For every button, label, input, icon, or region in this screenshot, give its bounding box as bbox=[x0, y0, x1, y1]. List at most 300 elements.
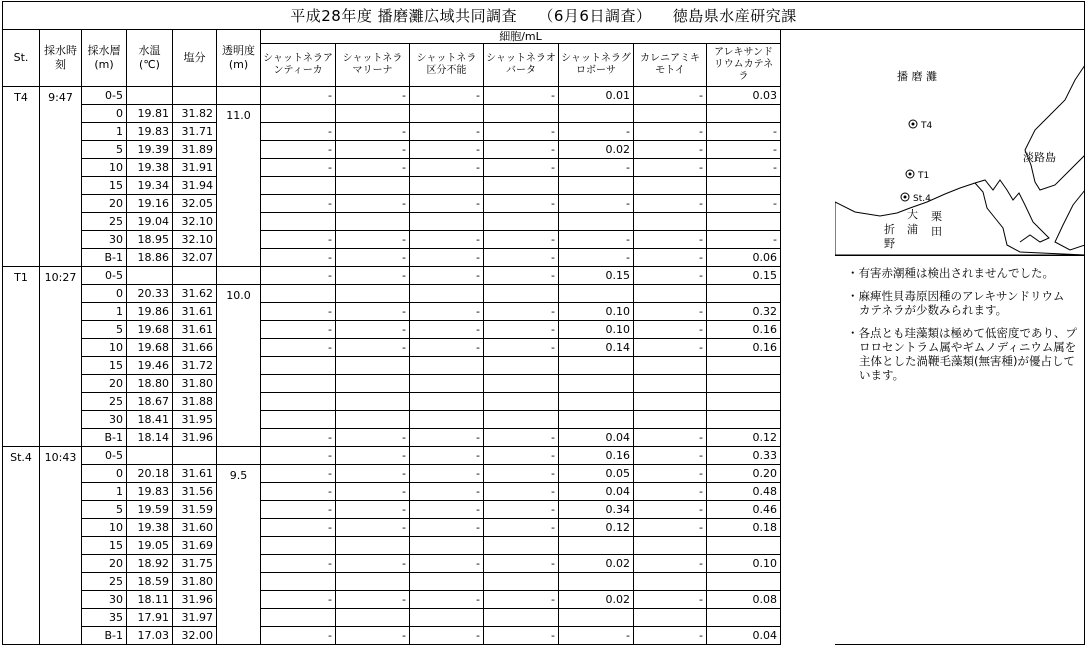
count-cell: - bbox=[484, 249, 559, 267]
depth-cell: 30 bbox=[82, 411, 127, 429]
header-time: 採水時刻 bbox=[40, 30, 82, 87]
count-cell bbox=[634, 393, 707, 411]
table-row bbox=[3, 213, 781, 231]
count-cell: - bbox=[410, 303, 484, 321]
count-cell: - bbox=[634, 267, 707, 285]
count-cell: - bbox=[484, 195, 559, 213]
map-station-t1 bbox=[906, 170, 929, 181]
count-cell: - bbox=[336, 321, 410, 339]
table-row bbox=[3, 627, 781, 645]
salinity-cell: 32.07 bbox=[173, 249, 217, 267]
count-cell: - bbox=[484, 321, 559, 339]
table-row bbox=[3, 87, 781, 105]
count-cell bbox=[484, 573, 559, 591]
count-cell bbox=[261, 105, 336, 123]
table-row bbox=[3, 231, 781, 249]
table-row bbox=[3, 537, 781, 555]
count-cell: - bbox=[410, 429, 484, 447]
count-cell: - bbox=[634, 87, 707, 105]
count-cell bbox=[336, 357, 410, 375]
count-cell bbox=[634, 411, 707, 429]
header-depth: 採水層(m) bbox=[82, 30, 127, 87]
count-cell: - bbox=[336, 87, 410, 105]
count-cell: - bbox=[484, 483, 559, 501]
count-cell bbox=[261, 285, 336, 303]
count-cell: - bbox=[410, 591, 484, 609]
count-cell: - bbox=[410, 141, 484, 159]
notes-section bbox=[847, 266, 1079, 391]
table-row bbox=[3, 267, 781, 285]
count-cell: - bbox=[336, 501, 410, 519]
count-cell: - bbox=[484, 231, 559, 249]
count-cell: - bbox=[261, 339, 336, 357]
count-cell bbox=[410, 357, 484, 375]
temp-cell: 19.83 bbox=[127, 483, 173, 501]
count-cell bbox=[484, 393, 559, 411]
table-row bbox=[3, 411, 781, 429]
temp-cell: 17.91 bbox=[127, 609, 173, 627]
count-cell: 0.02 bbox=[559, 141, 634, 159]
count-cell: 0.15 bbox=[559, 267, 634, 285]
count-cell bbox=[410, 213, 484, 231]
count-cell: - bbox=[484, 627, 559, 645]
temp-cell: 19.83 bbox=[127, 123, 173, 141]
count-cell bbox=[261, 357, 336, 375]
count-cell: - bbox=[261, 555, 336, 573]
count-cell: - bbox=[336, 465, 410, 483]
count-cell: - bbox=[261, 87, 336, 105]
temp-cell: 19.38 bbox=[127, 159, 173, 177]
count-cell bbox=[559, 393, 634, 411]
place-label: 大 bbox=[907, 208, 918, 221]
depth-cell: 15 bbox=[82, 357, 127, 375]
depth-cell: 0 bbox=[82, 465, 127, 483]
header-species: シャットネラオバータ bbox=[484, 44, 559, 87]
count-cell bbox=[559, 537, 634, 555]
transparency-cell: 9.5 bbox=[217, 465, 261, 645]
count-cell bbox=[410, 573, 484, 591]
temp-cell: 18.67 bbox=[127, 393, 173, 411]
table-row bbox=[3, 573, 781, 591]
count-cell: - bbox=[559, 159, 634, 177]
temp-cell: 18.14 bbox=[127, 429, 173, 447]
depth-cell: B-1 bbox=[82, 429, 127, 447]
count-cell: 0.12 bbox=[559, 519, 634, 537]
table-row bbox=[3, 339, 781, 357]
depth-cell: 0-5 bbox=[82, 267, 127, 285]
salinity-cell: 32.10 bbox=[173, 213, 217, 231]
count-cell bbox=[559, 375, 634, 393]
table-row bbox=[3, 249, 781, 267]
table-row bbox=[3, 609, 781, 627]
count-cell bbox=[634, 573, 707, 591]
count-cell bbox=[559, 573, 634, 591]
count-cell: - bbox=[634, 429, 707, 447]
temp-cell: 20.18 bbox=[127, 465, 173, 483]
count-cell bbox=[261, 609, 336, 627]
count-cell: 0.15 bbox=[707, 267, 781, 285]
count-cell: 0.12 bbox=[707, 429, 781, 447]
count-cell: 0.16 bbox=[707, 321, 781, 339]
count-cell: 0.16 bbox=[707, 339, 781, 357]
count-cell: - bbox=[410, 267, 484, 285]
depth-cell: 20 bbox=[82, 195, 127, 213]
table-row bbox=[3, 285, 781, 303]
header-species: シャットネラマリーナ bbox=[336, 44, 410, 87]
count-cell: - bbox=[336, 159, 410, 177]
depth-cell: 20 bbox=[82, 555, 127, 573]
header-station: St. bbox=[3, 30, 40, 87]
count-cell: 0.48 bbox=[707, 483, 781, 501]
place-label: 栗 bbox=[931, 210, 942, 223]
count-cell bbox=[707, 609, 781, 627]
count-cell: - bbox=[336, 447, 410, 465]
map-sea-label: 播 磨 灘 bbox=[897, 70, 937, 83]
header-temp: 水温(℃) bbox=[127, 30, 173, 87]
place-label: 野 bbox=[884, 237, 895, 250]
count-cell bbox=[559, 105, 634, 123]
count-cell bbox=[634, 177, 707, 195]
table-row bbox=[3, 429, 781, 447]
count-cell bbox=[484, 105, 559, 123]
count-cell: - bbox=[634, 159, 707, 177]
salinity-cell: 31.96 bbox=[173, 429, 217, 447]
header-transparency: 透明度(m) bbox=[217, 30, 261, 87]
temp-cell: 18.80 bbox=[127, 375, 173, 393]
salinity-cell bbox=[173, 447, 217, 465]
salinity-cell: 31.72 bbox=[173, 357, 217, 375]
table-row bbox=[3, 375, 781, 393]
count-cell: - bbox=[634, 447, 707, 465]
count-cell: 0.02 bbox=[559, 555, 634, 573]
count-cell: 0.08 bbox=[707, 591, 781, 609]
depth-cell: 1 bbox=[82, 303, 127, 321]
table-row bbox=[3, 123, 781, 141]
count-cell: - bbox=[484, 267, 559, 285]
shikoku-coastline bbox=[835, 183, 1085, 255]
title-main: 平成28年度 播磨灘広域共同調査 bbox=[290, 7, 518, 25]
count-cell bbox=[336, 537, 410, 555]
salinity-cell: 31.61 bbox=[173, 465, 217, 483]
count-cell: - bbox=[559, 249, 634, 267]
count-cell: 0.04 bbox=[559, 429, 634, 447]
count-cell bbox=[707, 411, 781, 429]
header-species: シャットネラグロボーサ bbox=[559, 44, 634, 87]
salinity-cell bbox=[173, 87, 217, 105]
temp-cell: 19.86 bbox=[127, 303, 173, 321]
temp-cell: 19.68 bbox=[127, 321, 173, 339]
title-org: 徳島県水産研究課 bbox=[672, 7, 797, 25]
count-cell: - bbox=[634, 231, 707, 249]
count-cell: 0.01 bbox=[559, 87, 634, 105]
salinity-cell: 31.69 bbox=[173, 537, 217, 555]
count-cell: - bbox=[634, 501, 707, 519]
salinity-cell: 31.82 bbox=[173, 105, 217, 123]
count-cell: - bbox=[484, 555, 559, 573]
note-item: ・有害赤潮種は検出されませんでした。 bbox=[847, 266, 1054, 280]
count-cell: - bbox=[559, 231, 634, 249]
count-cell bbox=[410, 393, 484, 411]
count-cell: - bbox=[336, 303, 410, 321]
transparency-spacer bbox=[217, 87, 261, 105]
count-cell: - bbox=[261, 321, 336, 339]
depth-cell: 35 bbox=[82, 609, 127, 627]
depth-cell: 0-5 bbox=[82, 87, 127, 105]
temp-cell: 19.68 bbox=[127, 339, 173, 357]
count-cell: - bbox=[707, 195, 781, 213]
count-cell bbox=[707, 213, 781, 231]
count-cell bbox=[336, 177, 410, 195]
count-cell: - bbox=[261, 483, 336, 501]
count-cell: - bbox=[410, 483, 484, 501]
count-cell bbox=[559, 177, 634, 195]
salinity-cell: 31.59 bbox=[173, 501, 217, 519]
count-cell bbox=[634, 105, 707, 123]
salinity-cell: 31.88 bbox=[173, 393, 217, 411]
count-cell bbox=[336, 411, 410, 429]
count-cell: 0.04 bbox=[559, 483, 634, 501]
depth-cell: 5 bbox=[82, 321, 127, 339]
salinity-cell: 31.62 bbox=[173, 285, 217, 303]
count-cell: - bbox=[410, 501, 484, 519]
map-station-label: St.4 bbox=[913, 194, 931, 204]
count-cell bbox=[261, 393, 336, 411]
depth-cell: B-1 bbox=[82, 627, 127, 645]
salinity-cell: 32.10 bbox=[173, 231, 217, 249]
count-cell bbox=[336, 213, 410, 231]
count-cell: - bbox=[410, 465, 484, 483]
count-cell: - bbox=[336, 627, 410, 645]
count-cell bbox=[707, 375, 781, 393]
count-cell: - bbox=[410, 555, 484, 573]
count-cell: 0.10 bbox=[559, 303, 634, 321]
count-cell bbox=[634, 285, 707, 303]
map-island-label: 淡路島 bbox=[1023, 151, 1056, 164]
count-cell: - bbox=[336, 339, 410, 357]
salinity-cell: 31.94 bbox=[173, 177, 217, 195]
salinity-cell: 31.97 bbox=[173, 609, 217, 627]
count-cell: - bbox=[484, 465, 559, 483]
salinity-cell: 31.60 bbox=[173, 519, 217, 537]
count-cell: - bbox=[634, 123, 707, 141]
count-cell: 0.02 bbox=[559, 591, 634, 609]
count-cell: - bbox=[634, 321, 707, 339]
depth-cell: 30 bbox=[82, 591, 127, 609]
count-cell: - bbox=[261, 429, 336, 447]
table-row bbox=[3, 357, 781, 375]
count-cell: - bbox=[410, 231, 484, 249]
count-cell: - bbox=[484, 447, 559, 465]
count-cell: - bbox=[261, 195, 336, 213]
temp-cell: 18.59 bbox=[127, 573, 173, 591]
table-row bbox=[3, 105, 781, 123]
count-cell bbox=[336, 285, 410, 303]
count-cell: - bbox=[634, 303, 707, 321]
depth-cell: 5 bbox=[82, 141, 127, 159]
salinity-cell: 31.80 bbox=[173, 375, 217, 393]
salinity-cell: 31.75 bbox=[173, 555, 217, 573]
table-row bbox=[3, 465, 781, 483]
count-cell bbox=[484, 357, 559, 375]
temp-cell: 19.05 bbox=[127, 537, 173, 555]
count-cell: 0.14 bbox=[559, 339, 634, 357]
depth-cell: 1 bbox=[82, 483, 127, 501]
table-row bbox=[3, 393, 781, 411]
station-name: St.4 bbox=[3, 447, 40, 645]
count-cell: - bbox=[707, 123, 781, 141]
side-panel bbox=[835, 29, 1085, 645]
place-label: 浦 bbox=[907, 223, 918, 236]
count-cell bbox=[484, 537, 559, 555]
map-station-t4 bbox=[909, 120, 932, 131]
temp-cell: 19.16 bbox=[127, 195, 173, 213]
count-cell: - bbox=[484, 141, 559, 159]
count-cell: - bbox=[261, 501, 336, 519]
depth-cell: 10 bbox=[82, 159, 127, 177]
count-cell bbox=[634, 609, 707, 627]
count-cell: - bbox=[634, 519, 707, 537]
count-cell: - bbox=[634, 591, 707, 609]
table-row bbox=[3, 519, 781, 537]
count-cell bbox=[484, 609, 559, 627]
table-row bbox=[3, 501, 781, 519]
count-cell bbox=[484, 375, 559, 393]
temp-cell: 19.39 bbox=[127, 141, 173, 159]
depth-cell: 15 bbox=[82, 537, 127, 555]
temp-cell: 18.86 bbox=[127, 249, 173, 267]
count-cell: - bbox=[410, 447, 484, 465]
count-cell: - bbox=[410, 87, 484, 105]
salinity-cell: 31.61 bbox=[173, 303, 217, 321]
count-cell bbox=[559, 285, 634, 303]
count-cell: - bbox=[336, 591, 410, 609]
temp-cell: 18.41 bbox=[127, 411, 173, 429]
table-row bbox=[3, 303, 781, 321]
count-cell bbox=[261, 537, 336, 555]
count-cell: 0.10 bbox=[559, 321, 634, 339]
count-cell: - bbox=[634, 339, 707, 357]
count-cell bbox=[484, 213, 559, 231]
header-cells-unit: 細胞/mL bbox=[261, 30, 781, 44]
depth-cell: 5 bbox=[82, 501, 127, 519]
count-cell bbox=[707, 393, 781, 411]
sample-time: 9:47 bbox=[40, 87, 82, 267]
count-cell bbox=[410, 537, 484, 555]
count-cell bbox=[484, 411, 559, 429]
station-name: T1 bbox=[3, 267, 40, 447]
sample-time: 10:43 bbox=[40, 447, 82, 645]
count-cell bbox=[634, 213, 707, 231]
salinity-cell: 32.05 bbox=[173, 195, 217, 213]
count-cell: - bbox=[261, 447, 336, 465]
station-map bbox=[835, 30, 1085, 256]
temp-cell: 19.46 bbox=[127, 357, 173, 375]
table-row bbox=[3, 141, 781, 159]
count-cell bbox=[484, 177, 559, 195]
count-cell: - bbox=[484, 591, 559, 609]
count-cell bbox=[261, 375, 336, 393]
count-cell: - bbox=[634, 465, 707, 483]
salinity-cell: 31.89 bbox=[173, 141, 217, 159]
count-cell bbox=[410, 609, 484, 627]
temp-cell bbox=[127, 87, 173, 105]
salinity-cell: 31.71 bbox=[173, 123, 217, 141]
place-label: 田 bbox=[931, 225, 942, 238]
depth-cell: 25 bbox=[82, 213, 127, 231]
count-cell: - bbox=[336, 123, 410, 141]
count-cell: - bbox=[559, 195, 634, 213]
count-cell bbox=[336, 573, 410, 591]
count-cell bbox=[484, 285, 559, 303]
salinity-cell bbox=[173, 267, 217, 285]
count-cell: - bbox=[707, 231, 781, 249]
count-cell: - bbox=[261, 123, 336, 141]
count-cell: - bbox=[559, 627, 634, 645]
temp-cell: 18.11 bbox=[127, 591, 173, 609]
count-cell: - bbox=[484, 159, 559, 177]
count-cell bbox=[336, 105, 410, 123]
count-cell: 0.06 bbox=[707, 249, 781, 267]
count-cell bbox=[559, 357, 634, 375]
awaji-south-coastline bbox=[1055, 190, 1085, 250]
depth-cell: 10 bbox=[82, 519, 127, 537]
count-cell: - bbox=[410, 249, 484, 267]
map-station-st4 bbox=[901, 193, 931, 204]
place-label: 折 bbox=[884, 223, 895, 236]
count-cell bbox=[707, 537, 781, 555]
salinity-cell: 32.00 bbox=[173, 627, 217, 645]
count-cell bbox=[634, 357, 707, 375]
count-cell: - bbox=[410, 519, 484, 537]
salinity-cell: 31.66 bbox=[173, 339, 217, 357]
count-cell: 0.16 bbox=[559, 447, 634, 465]
count-cell: - bbox=[261, 303, 336, 321]
count-cell: - bbox=[336, 231, 410, 249]
report-sheet bbox=[2, 1, 1087, 645]
table-row bbox=[3, 483, 781, 501]
count-cell: 0.03 bbox=[707, 87, 781, 105]
count-cell bbox=[261, 177, 336, 195]
count-cell: - bbox=[410, 195, 484, 213]
count-cell bbox=[410, 411, 484, 429]
count-cell: - bbox=[484, 303, 559, 321]
count-cell bbox=[261, 573, 336, 591]
count-cell: - bbox=[336, 555, 410, 573]
note-item: ・各点とも珪藻類は極めて低密度であり、プロロセントラム属やギムノディニウム属を主体とした渦鞭毛藻類(無害種)が優占しています。 bbox=[847, 326, 1077, 382]
count-cell: - bbox=[484, 519, 559, 537]
count-cell: - bbox=[484, 87, 559, 105]
count-cell bbox=[634, 375, 707, 393]
salinity-cell: 31.61 bbox=[173, 321, 217, 339]
depth-cell: 10 bbox=[82, 339, 127, 357]
note-item: ・麻痺性貝毒原因種のアレキサンドリウム カテネラが少数みられます。 bbox=[847, 289, 1065, 317]
salinity-cell: 31.91 bbox=[173, 159, 217, 177]
count-cell bbox=[261, 213, 336, 231]
title-date: （6月6日調査） bbox=[538, 7, 652, 25]
count-cell bbox=[336, 393, 410, 411]
count-cell bbox=[410, 285, 484, 303]
depth-cell: 25 bbox=[82, 393, 127, 411]
count-cell: - bbox=[484, 339, 559, 357]
count-cell: - bbox=[634, 141, 707, 159]
map-station-label: T1 bbox=[918, 171, 930, 181]
header-species: カレニアミキモトイ bbox=[634, 44, 707, 87]
temp-cell bbox=[127, 267, 173, 285]
map-station-label: T4 bbox=[921, 121, 933, 131]
temp-cell: 19.04 bbox=[127, 213, 173, 231]
count-cell bbox=[410, 375, 484, 393]
temp-cell: 19.34 bbox=[127, 177, 173, 195]
